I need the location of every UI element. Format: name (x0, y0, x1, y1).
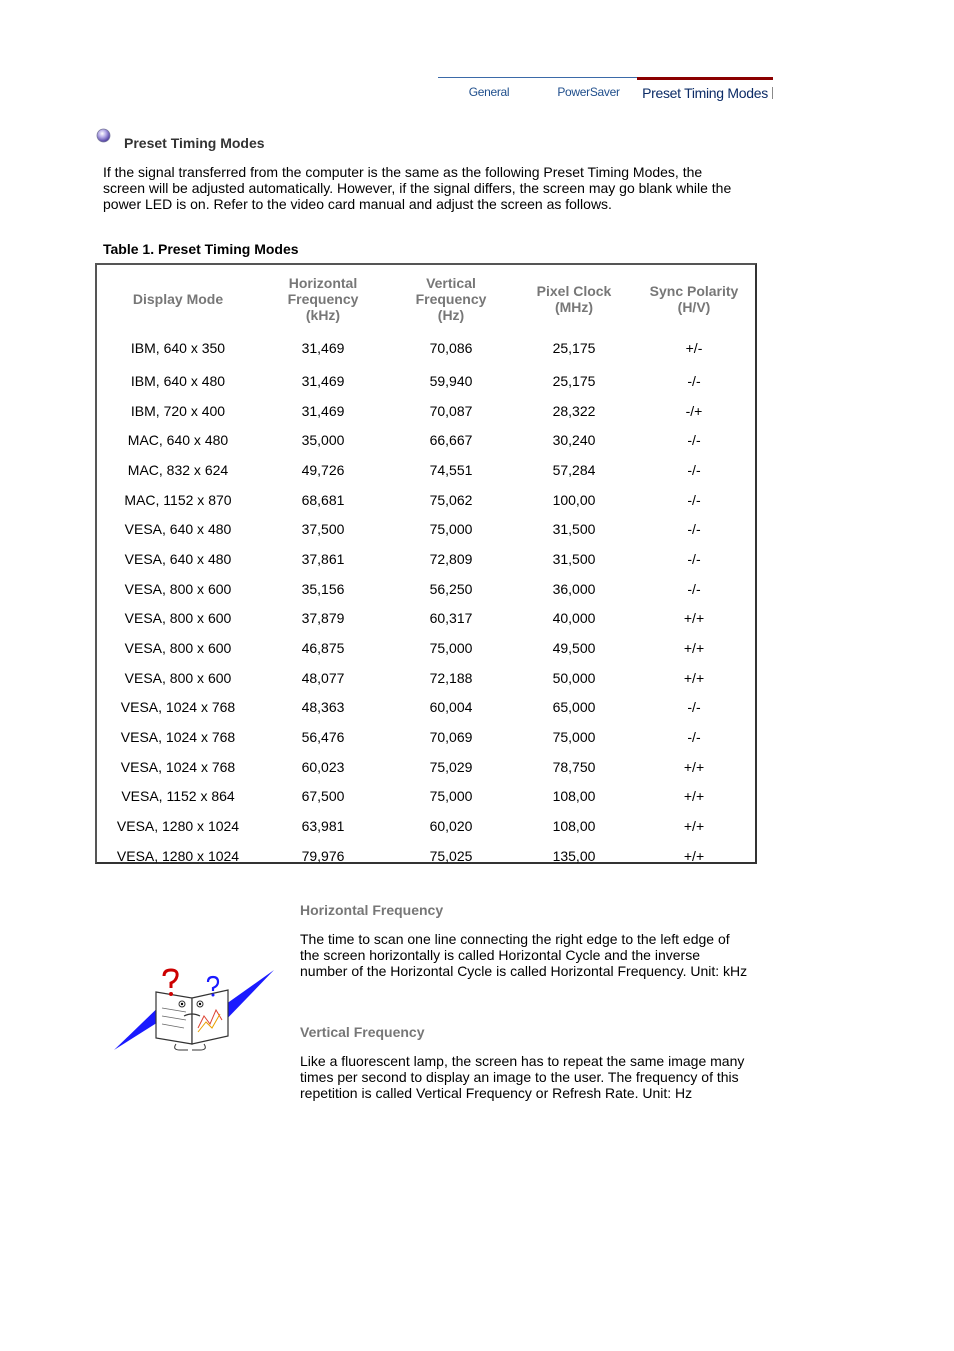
table-body (97, 325, 755, 871)
cell-vertical-frequency: 60,317 (429, 610, 473, 627)
cell-horizontal-frequency: 49,726 (301, 461, 345, 478)
cell-horizontal-frequency: 46,875 (301, 640, 345, 657)
table-row (97, 604, 755, 634)
cell-pixel-clock: 31,500 (552, 550, 596, 567)
cell-sync-polarity: +/+ (683, 788, 705, 805)
cell-pixel-clock: 25,175 (552, 372, 596, 389)
cell-horizontal-frequency: 60,023 (301, 758, 345, 775)
cell-horizontal-frequency: 56,476 (301, 729, 345, 746)
table-row (97, 425, 755, 455)
table-row (97, 693, 755, 723)
table-row (97, 782, 755, 812)
cell-display-mode: IBM, 640 x 480 (130, 372, 226, 389)
cell-sync-polarity: +/+ (683, 847, 705, 864)
cell-horizontal-frequency: 31,469 (301, 339, 345, 356)
cell-vertical-frequency: 75,000 (429, 521, 473, 538)
cell-vertical-frequency: 66,667 (429, 432, 473, 449)
cell-display-mode: VESA, 800 x 600 (124, 669, 232, 686)
cell-sync-polarity: -/- (687, 699, 701, 716)
cell-vertical-frequency: 75,029 (429, 758, 473, 775)
cell-horizontal-frequency: 31,469 (301, 402, 345, 419)
cell-vertical-frequency: 56,250 (429, 580, 473, 597)
table-header-row (97, 273, 755, 325)
cell-sync-polarity: +/- (685, 339, 703, 356)
definition-title-horizontal: Horizontal Frequency (300, 902, 444, 918)
cell-sync-polarity: -/- (687, 550, 701, 567)
table-row (97, 366, 755, 396)
cell-vertical-frequency: 74,551 (429, 461, 473, 478)
cell-display-mode: IBM, 720 x 400 (130, 402, 226, 419)
cell-display-mode: VESA, 1280 x 1024 (116, 818, 240, 835)
table-row (97, 514, 755, 544)
cell-horizontal-frequency: 37,861 (301, 550, 345, 567)
cell-horizontal-frequency: 79,976 (301, 847, 345, 864)
cell-display-mode: VESA, 640 x 480 (124, 550, 232, 567)
cell-display-mode: VESA, 640 x 480 (124, 521, 232, 538)
cell-display-mode: VESA, 800 x 600 (124, 610, 232, 627)
cell-pixel-clock: 40,000 (552, 610, 596, 627)
cell-pixel-clock: 50,000 (552, 669, 596, 686)
tab-preset-timing-modes[interactable]: Preset Timing Modes (637, 77, 773, 104)
confused-book-illustration (112, 968, 276, 1052)
table-row (97, 455, 755, 485)
cell-horizontal-frequency: 37,500 (301, 521, 345, 538)
header-horizontal-frequency: Horizontal Frequency (kHz) (287, 275, 359, 323)
tab-bar (438, 77, 773, 103)
cell-display-mode: MAC, 832 x 624 (127, 461, 229, 478)
cell-pixel-clock: 108,00 (552, 818, 596, 835)
cell-vertical-frequency: 70,086 (429, 339, 473, 356)
table-row (97, 841, 755, 871)
cell-pixel-clock: 49,500 (552, 640, 596, 657)
section-title: Preset Timing Modes (124, 135, 265, 151)
cell-display-mode: VESA, 1024 x 768 (120, 729, 236, 746)
cell-sync-polarity: -/- (687, 461, 701, 478)
cell-display-mode: MAC, 1152 x 870 (124, 491, 232, 508)
cell-horizontal-frequency: 48,363 (301, 699, 345, 716)
header-pixel-clock: Pixel Clock (MHz) (536, 283, 612, 315)
table-row (97, 722, 755, 752)
header-display-mode: Display Mode (132, 291, 224, 307)
definition-text-vertical: Like a fluorescent lamp, the screen has to repeat the same image many times per second to display an image to the user. The frequency of this repetition is called Vertical Frequency or Refresh Rate. Unit: Hz (300, 1053, 745, 1101)
cell-display-mode: VESA, 1280 x 1024 (116, 847, 240, 864)
table-row (97, 574, 755, 604)
cell-pixel-clock: 78,750 (552, 758, 596, 775)
cell-vertical-frequency: 75,000 (429, 640, 473, 657)
cell-vertical-frequency: 75,000 (429, 788, 473, 805)
cell-vertical-frequency: 70,087 (429, 402, 473, 419)
cell-display-mode: IBM, 640 x 350 (130, 339, 226, 356)
table-row (97, 485, 755, 515)
table-row (97, 396, 755, 426)
cell-horizontal-frequency: 35,156 (301, 580, 345, 597)
cell-horizontal-frequency: 48,077 (301, 669, 345, 686)
cell-pixel-clock: 100,00 (552, 491, 596, 508)
cell-pixel-clock: 135,00 (552, 847, 596, 864)
cell-sync-polarity: -/- (687, 521, 701, 538)
cell-horizontal-frequency: 68,681 (301, 491, 345, 508)
cell-vertical-frequency: 60,020 (429, 818, 473, 835)
definition-title-vertical: Vertical Frequency (300, 1024, 425, 1040)
cell-horizontal-frequency: 31,469 (301, 372, 345, 389)
table-row (97, 811, 755, 841)
cell-horizontal-frequency: 35,000 (301, 432, 345, 449)
cell-sync-polarity: +/+ (683, 758, 705, 775)
table-row (97, 544, 755, 574)
cell-horizontal-frequency: 67,500 (301, 788, 345, 805)
intro-paragraph: If the signal transferred from the computer is the same as the following Preset Timing Modes, the screen will be adjusted automatically. However, if the signal differs, the screen may go blank while the power LED is on. Refer to the video card manual and adjust the screen as follows. (103, 164, 732, 212)
cell-display-mode: VESA, 800 x 600 (124, 580, 232, 597)
cell-pixel-clock: 65,000 (552, 699, 596, 716)
cell-sync-polarity: -/- (687, 580, 701, 597)
cell-vertical-frequency: 72,188 (429, 669, 473, 686)
cell-pixel-clock: 36,000 (552, 580, 596, 597)
cell-vertical-frequency: 70,069 (429, 729, 473, 746)
cell-display-mode: VESA, 1024 x 768 (120, 699, 236, 716)
cell-vertical-frequency: 60,004 (429, 699, 473, 716)
cell-display-mode: VESA, 1024 x 768 (120, 758, 236, 775)
cell-pixel-clock: 57,284 (552, 461, 596, 478)
cell-display-mode: VESA, 800 x 600 (124, 640, 232, 657)
cell-pixel-clock: 25,175 (552, 339, 596, 356)
cell-pixel-clock: 108,00 (552, 788, 596, 805)
cell-vertical-frequency: 75,062 (429, 491, 473, 508)
table-row (97, 752, 755, 782)
cell-pixel-clock: 30,240 (552, 432, 596, 449)
timing-table-frame (95, 263, 757, 864)
cell-sync-polarity: +/+ (683, 610, 705, 627)
timing-table (97, 273, 755, 871)
tab-powersaver[interactable]: PowerSaver (540, 77, 637, 102)
cell-sync-polarity: -/- (687, 432, 701, 449)
cell-horizontal-frequency: 63,981 (301, 818, 345, 835)
circle-bullet-icon (96, 128, 111, 143)
tab-general[interactable]: General (438, 77, 540, 102)
table-row (97, 633, 755, 663)
table-caption: Table 1. Preset Timing Modes (103, 241, 299, 257)
table-row (97, 663, 755, 693)
cell-horizontal-frequency: 37,879 (301, 610, 345, 627)
cell-sync-polarity: +/+ (683, 669, 705, 686)
cell-vertical-frequency: 75,025 (429, 847, 473, 864)
table-row (97, 325, 755, 366)
cell-display-mode: MAC, 640 x 480 (127, 432, 229, 449)
cell-display-mode: VESA, 1152 x 864 (121, 788, 235, 805)
cell-sync-polarity: -/- (687, 372, 701, 389)
cell-sync-polarity: -/- (687, 491, 701, 508)
cell-pixel-clock: 31,500 (552, 521, 596, 538)
definition-text-horizontal: The time to scan one line connecting the right edge to the left edge of the screen horizontally is called Horizontal Cycle and the inverse number of the Horizontal Cycle is called Horizontal Frequency. Unit: kHz (300, 931, 748, 979)
cell-pixel-clock: 75,000 (552, 729, 596, 746)
cell-pixel-clock: 28,322 (552, 402, 596, 419)
header-sync-polarity: Sync Polarity (H/V) (649, 283, 739, 315)
cell-sync-polarity: -/+ (685, 402, 703, 419)
cell-sync-polarity: +/+ (683, 640, 705, 657)
cell-sync-polarity: -/- (687, 729, 701, 746)
cell-sync-polarity: +/+ (683, 818, 705, 835)
cell-vertical-frequency: 72,809 (429, 550, 473, 567)
header-vertical-frequency: Vertical Frequency (Hz) (415, 275, 487, 323)
cell-vertical-frequency: 59,940 (429, 372, 473, 389)
